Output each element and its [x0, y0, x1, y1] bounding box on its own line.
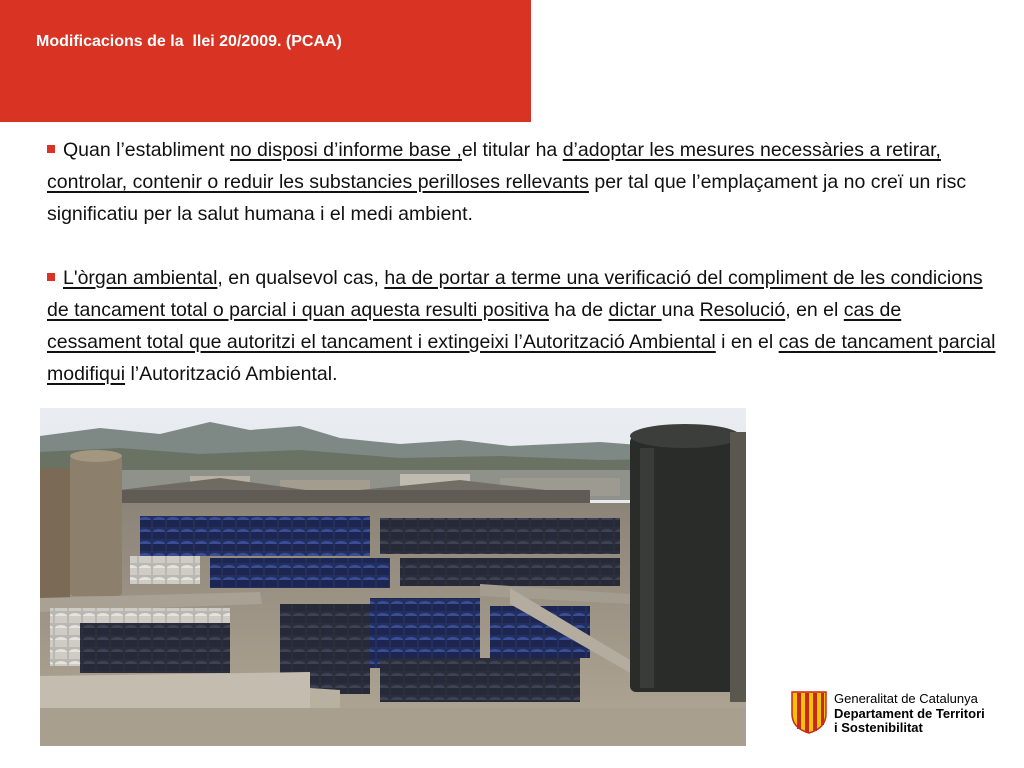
senyera-emblem-icon — [790, 690, 828, 734]
bullet-paragraph-1 — [47, 134, 997, 230]
generalitat-logo — [790, 690, 1000, 736]
slide-body — [47, 134, 997, 390]
logo-line-1: Generalitat de Catalunya — [834, 691, 978, 706]
p2-underlined-1: L'òrgan ambiental — [63, 267, 218, 289]
p2-text-6: l’Autorització Ambiental. — [125, 363, 338, 385]
p2-underlined-6: cas de tancament parcial modifiqui — [47, 331, 996, 385]
p2-underlined-4: Resolució — [699, 299, 786, 321]
p2-text-2: ha de — [548, 299, 609, 321]
p1-text-3: per tal que l’emplaçament ja no creï un risc significatiu per la salut humana i el medi ambient. — [47, 171, 967, 225]
p1-text-2: el titular ha — [461, 139, 563, 161]
p2-text-4: , en el — [785, 299, 844, 321]
bullet-paragraph-2 — [47, 262, 997, 390]
p2-underlined-5: cas de cessament total que autoritzi el tancament i extingeixi l’Autorització Ambiental — [47, 299, 902, 353]
industrial-waste-drums-photo — [40, 408, 746, 746]
bullet-square-icon — [47, 145, 55, 153]
bullet-square-icon — [47, 273, 55, 281]
logo-line-3: i Sostenibilitat — [834, 720, 923, 735]
p1-underlined-1: no disposi d’informe base , — [229, 139, 462, 161]
p2-underlined-2: ha de portar a terme una verificació del compliment de les condicions de tancament total o parcial i quan aquesta resulti positiva — [47, 267, 983, 321]
logo-line-2: Departament de Territori — [834, 705, 985, 721]
header-banner — [0, 0, 531, 122]
p2-text-5: i en el — [715, 331, 779, 353]
p1-text-1: Quan l’establiment — [63, 139, 230, 161]
slide-title: Modificacions de la llei 20/2009. (PCAA) — [36, 33, 342, 50]
p2-text-3: una — [661, 299, 700, 321]
p2-underlined-3: dictar — [608, 299, 662, 321]
p1-underlined-2: d’adoptar les mesures necessàries a retirar, controlar, contenir o reduir les substancies perilloses rellevants — [47, 139, 941, 193]
p2-text-1: , en qualsevol cas, — [217, 267, 385, 289]
